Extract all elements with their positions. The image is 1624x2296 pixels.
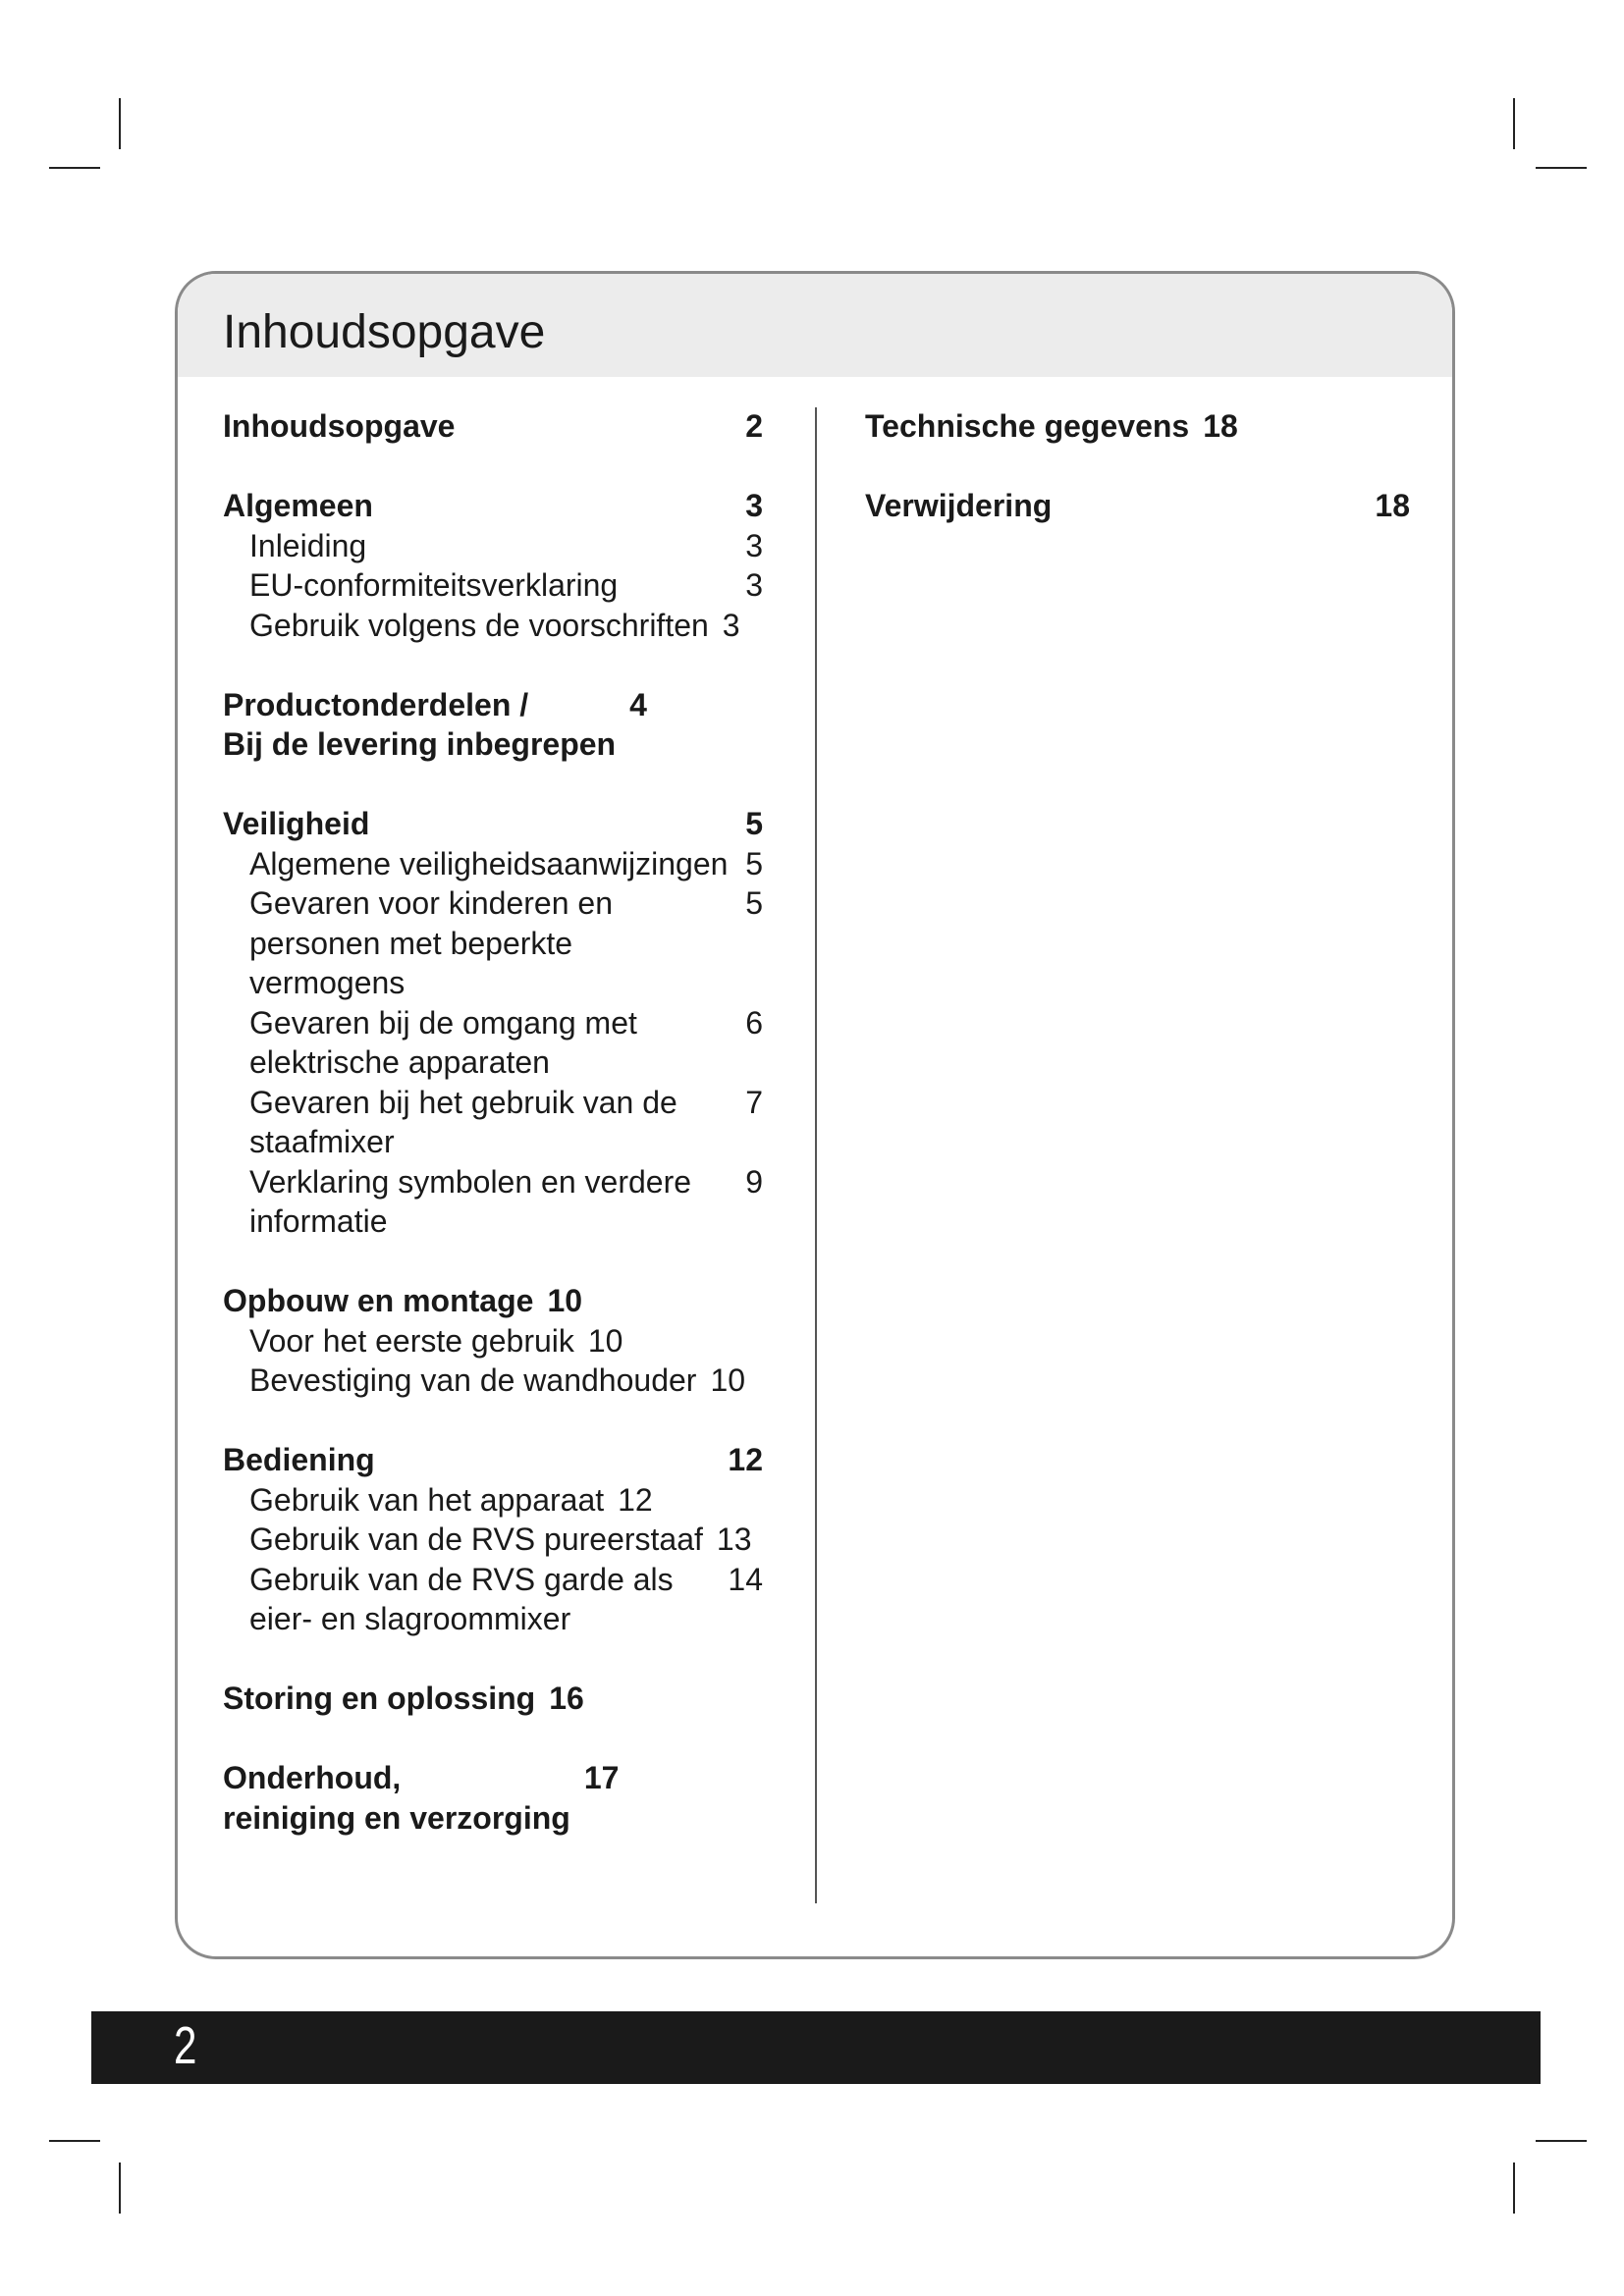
toc-section <box>223 486 763 645</box>
toc-entry-label: Bediening <box>223 1442 375 1477</box>
toc-section <box>865 406 1410 447</box>
toc-entry-label: Productonderdelen / Bij de levering inbegrepen <box>223 686 617 762</box>
toc-subentry-label: Gebruik van de RVS pureerstaaf <box>249 1522 703 1557</box>
toc-entry-label: Algemeen <box>223 488 373 523</box>
toc-subentry[interactable] <box>223 1321 763 1362</box>
toc-entry-page: 12 <box>728 1442 763 1477</box>
toc-subentry-page: 10 <box>587 1322 623 1359</box>
toc-subentry-page: 5 <box>745 885 763 921</box>
crop-mark <box>119 2163 121 2214</box>
toc-subentry-page: 7 <box>745 1084 763 1120</box>
toc-subentry-page: 12 <box>618 1481 653 1518</box>
toc-entry-label: Technische gegevens <box>865 408 1190 444</box>
toc-subentry-page: 6 <box>745 1004 763 1041</box>
crop-mark <box>1513 2163 1515 2214</box>
toc-subentry[interactable] <box>223 606 763 646</box>
toc-subentry[interactable] <box>223 1560 763 1639</box>
toc-subentry-label: Voor het eerste gebruik <box>249 1322 574 1359</box>
toc-subentry-label: Verklaring symbolen en verdere informatie <box>249 1163 692 1239</box>
toc-section <box>223 406 763 447</box>
toc-entry[interactable] <box>223 1758 763 1838</box>
toc-entry-label: Verwijdering <box>865 488 1053 523</box>
toc-subentry-page: 10 <box>710 1362 746 1398</box>
toc-entry-label: Veiligheid <box>223 806 370 841</box>
toc-column-right <box>865 406 1410 565</box>
toc-entry-page: 10 <box>547 1283 583 1318</box>
toc-subentry-label: EU-conformiteitsverklaring <box>249 567 619 603</box>
toc-subentry-label: Gebruik volgens de voorschriften <box>249 607 709 643</box>
toc-section <box>865 486 1410 526</box>
toc-section <box>223 1679 763 1719</box>
toc-entry-label: Storing en oplossing <box>223 1681 536 1716</box>
toc-subentry-page: 9 <box>745 1163 763 1200</box>
toc-header <box>178 274 1452 377</box>
toc-section <box>223 804 763 1242</box>
column-divider <box>815 407 817 1903</box>
toc-entry-label: Onderhoud, reiniging en verzorging <box>223 1760 570 1836</box>
page-number: 2 <box>174 2016 197 2075</box>
toc-section <box>223 1281 763 1401</box>
toc-subentry-page: 3 <box>745 567 763 603</box>
toc-column-left <box>223 406 763 1878</box>
toc-subentry-page: 3 <box>722 607 740 643</box>
crop-mark <box>1536 167 1587 169</box>
toc-entry-label: Inhoudsopgave <box>223 408 456 444</box>
toc-entry[interactable] <box>223 685 763 765</box>
toc-subentry[interactable] <box>223 1083 763 1162</box>
toc-entry[interactable] <box>223 1440 763 1480</box>
crop-mark <box>49 167 100 169</box>
toc-entry-page: 17 <box>583 1760 620 1795</box>
crop-mark <box>1513 98 1515 149</box>
toc-entry[interactable] <box>223 1281 763 1321</box>
toc-subentry-label: Algemene veiligheidsaanwijzingen <box>249 845 729 881</box>
toc-subentry[interactable] <box>223 1480 763 1521</box>
toc-section <box>223 1440 763 1639</box>
toc-subentry-label: Gevaren bij de omgang met elektrische apparaten <box>249 1004 637 1080</box>
toc-subentry-page: 13 <box>716 1522 752 1557</box>
toc-subentry-label: Gevaren voor kinderen en personen met beperkte vermogens <box>249 885 613 1000</box>
toc-subentry[interactable] <box>223 1162 763 1242</box>
toc-subentry-page: 14 <box>728 1561 763 1597</box>
toc-entry[interactable] <box>223 406 763 447</box>
toc-subentry-page: 5 <box>745 845 763 881</box>
toc-entry[interactable] <box>865 406 1410 447</box>
toc-section <box>223 1758 763 1838</box>
page-title: Inhoudsopgave <box>223 306 546 358</box>
toc-entry-label: Opbouw en montage <box>223 1283 534 1318</box>
toc-entry[interactable] <box>223 486 763 526</box>
toc-entry-page: 18 <box>1203 408 1238 444</box>
toc-entry-page: 5 <box>745 806 763 841</box>
footer-bar <box>91 2011 1541 2084</box>
toc-entry-page: 16 <box>549 1681 584 1716</box>
toc-subentry[interactable] <box>223 565 763 606</box>
toc-subentry-label: Gebruik van de RVS garde als eier- en slagroommixer <box>249 1561 674 1636</box>
toc-entry-page: 4 <box>629 686 647 722</box>
toc-subentry-label: Gebruik van het apparaat <box>249 1481 605 1518</box>
toc-entry-page: 2 <box>745 408 763 444</box>
toc-entry[interactable] <box>223 1679 763 1719</box>
toc-subentry[interactable] <box>223 526 763 566</box>
toc-section <box>223 685 763 765</box>
toc-entry[interactable] <box>865 486 1410 526</box>
toc-subentry[interactable] <box>223 844 763 884</box>
toc-entry[interactable] <box>223 804 763 844</box>
crop-mark <box>49 2140 100 2142</box>
toc-entry-page: 18 <box>1375 488 1410 523</box>
toc-panel <box>175 271 1455 1959</box>
crop-mark <box>1536 2140 1587 2142</box>
toc-subentry[interactable] <box>223 1003 763 1083</box>
toc-subentry-label: Gevaren bij het gebruik van de staafmixer <box>249 1084 677 1159</box>
toc-subentry[interactable] <box>223 1361 763 1401</box>
toc-subentry-label: Inleiding <box>249 527 367 563</box>
toc-entry-page: 3 <box>745 488 763 523</box>
toc-subentry[interactable] <box>223 883 763 1003</box>
toc-subentry-label: Bevestiging van de wandhouder <box>249 1362 697 1398</box>
crop-mark <box>119 98 121 149</box>
toc-subentry[interactable] <box>223 1520 763 1560</box>
toc-subentry-page: 3 <box>745 527 763 563</box>
